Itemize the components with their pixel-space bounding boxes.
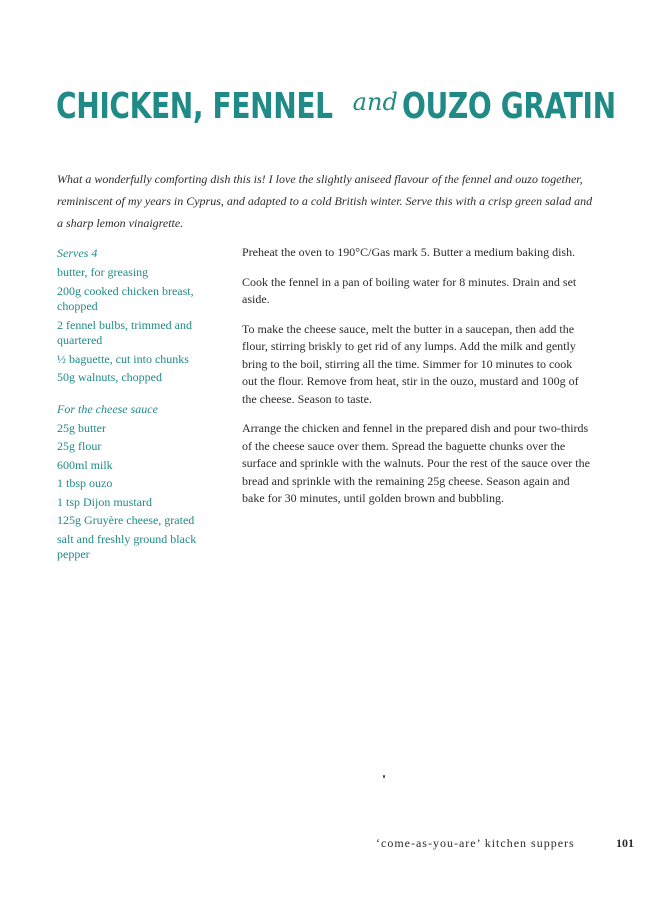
ingredient-item: 200g cooked chicken breast, chopped xyxy=(57,283,194,313)
recipe-title xyxy=(56,80,616,140)
page-footer xyxy=(376,836,634,854)
ingredient-item: ½ baguette, cut into chunks xyxy=(57,351,189,366)
ingredient-item: butter, for greasing xyxy=(57,265,149,279)
page-number: 101 xyxy=(616,836,634,850)
sauce-ingredient-item: 125g Gruyère cheese, grated xyxy=(57,513,195,527)
recipe-title-row xyxy=(56,86,660,127)
sauce-ingredient-item: 25g flour xyxy=(57,439,102,453)
ingredient-item: 2 fennel bulbs, trimmed and quartered xyxy=(57,317,192,347)
title-part-1: CHICKEN, FENNEL xyxy=(56,86,333,127)
title-part-2: OUZO GRATIN xyxy=(401,86,616,127)
chapter-title: ‘come-as-you-are’ kitchen suppers xyxy=(376,836,575,850)
method-step-2: Cook the fennel in a pan of boiling water for 8 minutes. Drain and set aside. xyxy=(242,274,577,306)
sauce-ingredient-item: 1 tbsp ouzo xyxy=(57,476,113,490)
sauce-ingredient-item: 25g butter xyxy=(57,420,106,435)
title-and-script: and xyxy=(352,87,398,116)
ingredients-list xyxy=(57,244,217,563)
method-step-3: To make the cheese sauce, melt the butter in a saucepan, then add the flour, stirring briskly to get rid of any lumps. Add the milk and gently bring to the boil, stirring all the time. Simmer for 10 minutes to cook out the flour. Remove from heat, stir in the ouzo, mustard and 100g of the cheese. Season to taste. xyxy=(242,321,579,406)
method-steps xyxy=(242,244,590,520)
method-step-1: Preheat the oven to 190°C/Gas mark 5. Butter a medium baking dish. xyxy=(242,245,576,259)
print-speck xyxy=(383,775,385,778)
serves-label: Serves 4 xyxy=(57,246,98,260)
recipe-intro: What a wonderfully comforting dish this is! I love the slightly aniseed flavour of the fennel and ouzo together, reminiscent of my years in Cyprus, and adapted to a cold British winter. Serve this with a crisp green salad and a sharp lemon vinaigrette. xyxy=(57,172,593,230)
cheese-sauce-heading: For the cheese sauce xyxy=(57,401,158,416)
method-step-4: Arrange the chicken and fennel in the prepared dish and pour two-thirds of the cheese sauce over them. Spread the baguette chunks over the surface and sprinkle with the walnuts. Pour the rest of the sauce over the bread and sprinkle with the remaining 25g cheese. Season again and bake for 30 minutes, until golden brown and bubbling. xyxy=(242,421,590,505)
sauce-ingredient-item: 1 tsp Dijon mustard xyxy=(57,494,152,509)
sauce-ingredient-item: salt and freshly ground black pepper xyxy=(57,531,197,561)
ingredient-item: 50g walnuts, chopped xyxy=(57,370,162,384)
sauce-ingredient-item: 600ml milk xyxy=(57,457,113,472)
